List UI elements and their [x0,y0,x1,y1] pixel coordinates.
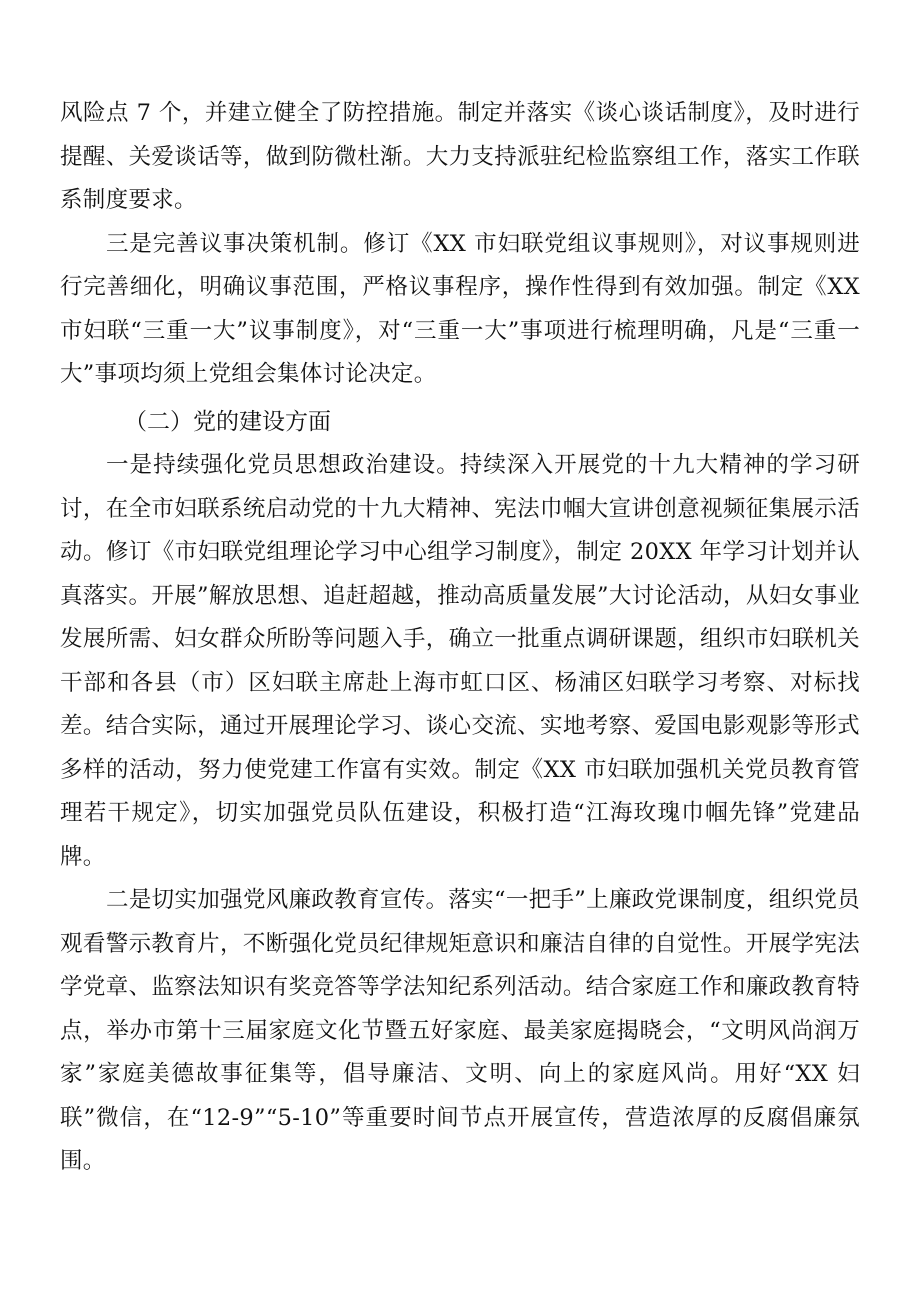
paragraph-risk-control: 风险点 7 个，并建立健全了防控措施。制定并落实《谈心谈话制度》，及时进行提醒、关爱谈话等，做到防微杜渐。大力支持派驻纪检监察组工作，落实工作联系制度要求。 [60,100,860,213]
paragraph-integrity-education: 二是切实加强党风廉政教育宣传。落实“一把手”上廉政党课制度，组织党员观看警示教育片，不断强化党员纪律规矩意识和廉洁自律的自觉性。开展学宪法学党章、监察法知识有奖竞答等学法知纪系列活动。结合家庭工作和廉政教育特点，举办市第十三届家庭文化节暨五好家庭、最美家庭揭晓会，“文明风尚润万家”家庭美德故事征集等，倡导廉洁、文明、向上的家庭风尚。用好“XX 妇联”微信，在“12-9”“5-10”等重要时间节点开展宣传，营造浓厚的反腐倡廉氛围。 [60,887,860,1174]
paragraph-decision-mechanism: 三是完善议事决策机制。修订《XX 市妇联党组议事规则》，对议事规则进行完善细化，明确议事范围，严格议事程序，操作性得到有效加强。制定《XX 市妇联“三重一大”议事制度》，对“三重一大”事项进行梳理明确，凡是“三重一大”事项均须上党组会集体讨论决定。 [60,230,860,387]
body-text-block-1 [60,92,860,397]
section-heading: （二）党的建设方面 [124,409,331,435]
body-text-block-2 [60,444,860,1184]
paragraph-political-building: 一是持续强化党员思想政治建设。持续深入开展党的十九大精神的学习研讨，在全市妇联系统启动党的十九大精神、宪法巾帼大宣讲创意视频征集展示活动。修订《市妇联党组理论学习中心组学习制度》，制定 20XX 年学习计划并认真落实。开展”解放思想、追赶超越，推动高质量发展”大讨论活动，从妇女事业发展所需、妇女群众所盼等问题入手，确立一批重点调研课题，组织市妇联机关干部和各县（市）区妇联主席赴上海市虹口区、杨浦区妇联学习考察、对标找差。结合实际，通过开展理论学习、谈心交流、实地考察、爱国电影观影等形式多样的活动，努力使党建工作富有实效。制定《XX 市妇联加强机关党员教育管理若干规定》，切实加强党员队伍建设，积极打造“江海玫瑰巾帼先锋”党建品牌。 [60,452,860,870]
